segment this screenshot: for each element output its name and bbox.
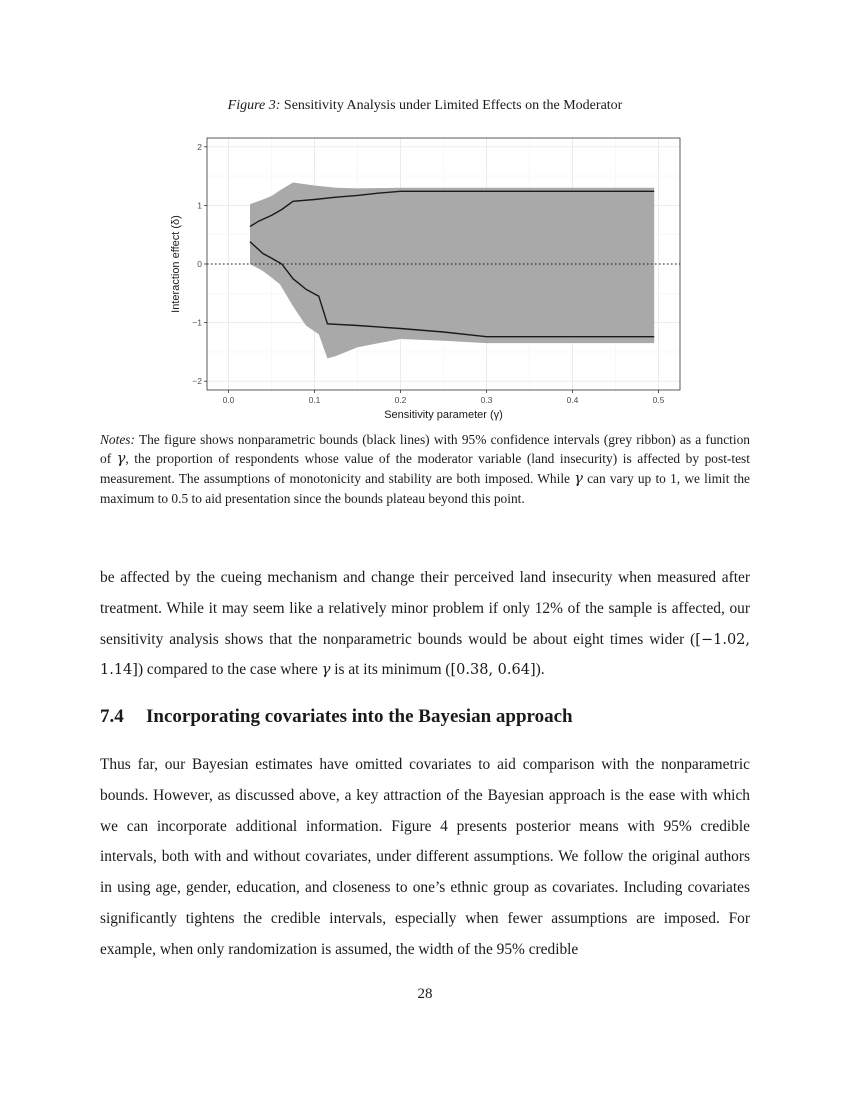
- chart-svg: [160, 130, 690, 425]
- x-tick-label: 0.2: [394, 395, 407, 405]
- notes-label: Notes:: [100, 432, 135, 447]
- x-axis-label: Sensitivity parameter (γ): [384, 409, 503, 421]
- para1-text-2: ) compared to the case where: [137, 661, 322, 679]
- body-paragraph-2: Thus far, our Bayesian estimates have omitted covariates to aid comparison with the nonparametric bounds. However, as discussed above, a key attraction of the Bayesian approach is the ease with which we can incorporate additional information. Figure 4 presents posterior means with 95% credible intervals, both with and without covariates, under different assumptions. We follow the original authors in using age, gender, education, and closeness to one’s ethnic group as covariates. Including covariates significantly tightens the credible intervals, especially when fewer assumptions are imposed. For example, when only randomization is assumed, the width of the 95% credible: [100, 756, 750, 958]
- sensitivity-chart: [160, 130, 690, 430]
- notes-text-2: , the proportion of respondents whose value of the moderator variable (land insecurity) is affected by post-test measurement. The assumptions of monotonicity and stability are both imposed. While: [100, 451, 750, 486]
- y-tick-label: 2: [197, 141, 202, 152]
- page-number: 28: [417, 986, 433, 1002]
- x-tick-label: 0.0: [222, 395, 235, 405]
- para1-text-3: is at its minimum (: [330, 661, 451, 679]
- figure-title: Sensitivity Analysis under Limited Effects on the Moderator: [283, 98, 623, 113]
- y-tick-label: −2: [192, 376, 202, 387]
- para1-gamma: γ: [321, 662, 331, 679]
- notes-gamma-1: γ: [116, 451, 126, 467]
- y-axis-label: Interaction effect (δ): [170, 215, 182, 313]
- para1-text-4: ).: [535, 661, 545, 679]
- notes-gamma-2: γ: [574, 471, 583, 487]
- para1-interval-2: [0.38, 0.64]: [450, 662, 536, 679]
- para1-text-1: be affected by the cueing mechanism and change their perceived land insecurity when measured after treatment. While it may seem like a relatively minor problem if only 12% of the sample is affected, our sensitivity analysis shows that the nonparametric bounds would be about eight times wider (: [100, 569, 750, 648]
- y-tick-label: −1: [192, 317, 202, 328]
- para1-interval-1: [−1.02, 1.14]: [100, 631, 750, 679]
- figure-notes: [100, 430, 750, 508]
- figure-caption: [0, 98, 850, 114]
- section-number: 7.4: [100, 706, 124, 727]
- x-tick-label: 0.1: [308, 395, 321, 405]
- notes-text-1: The figure shows nonparametric bounds (black lines) with 95% confidence intervals (grey ribbon) as a function of: [100, 432, 750, 466]
- y-tick-label: 0: [197, 259, 202, 269]
- x-tick-label: 0.5: [652, 395, 665, 405]
- x-tick-label: 0.3: [480, 395, 493, 405]
- y-tick-label: 1: [197, 200, 202, 211]
- body-paragraph-1: [100, 563, 750, 686]
- x-tick-label: 0.4: [566, 395, 579, 405]
- section-title: Incorporating covariates into the Bayesian approach: [146, 706, 573, 727]
- figure-label: Figure 3:: [227, 98, 281, 113]
- section-heading: [100, 706, 573, 728]
- notes-text-3: can vary up to 1, we limit the maximum to 0.5 to aid presentation since the bounds plateau beyond this point.: [100, 471, 750, 506]
